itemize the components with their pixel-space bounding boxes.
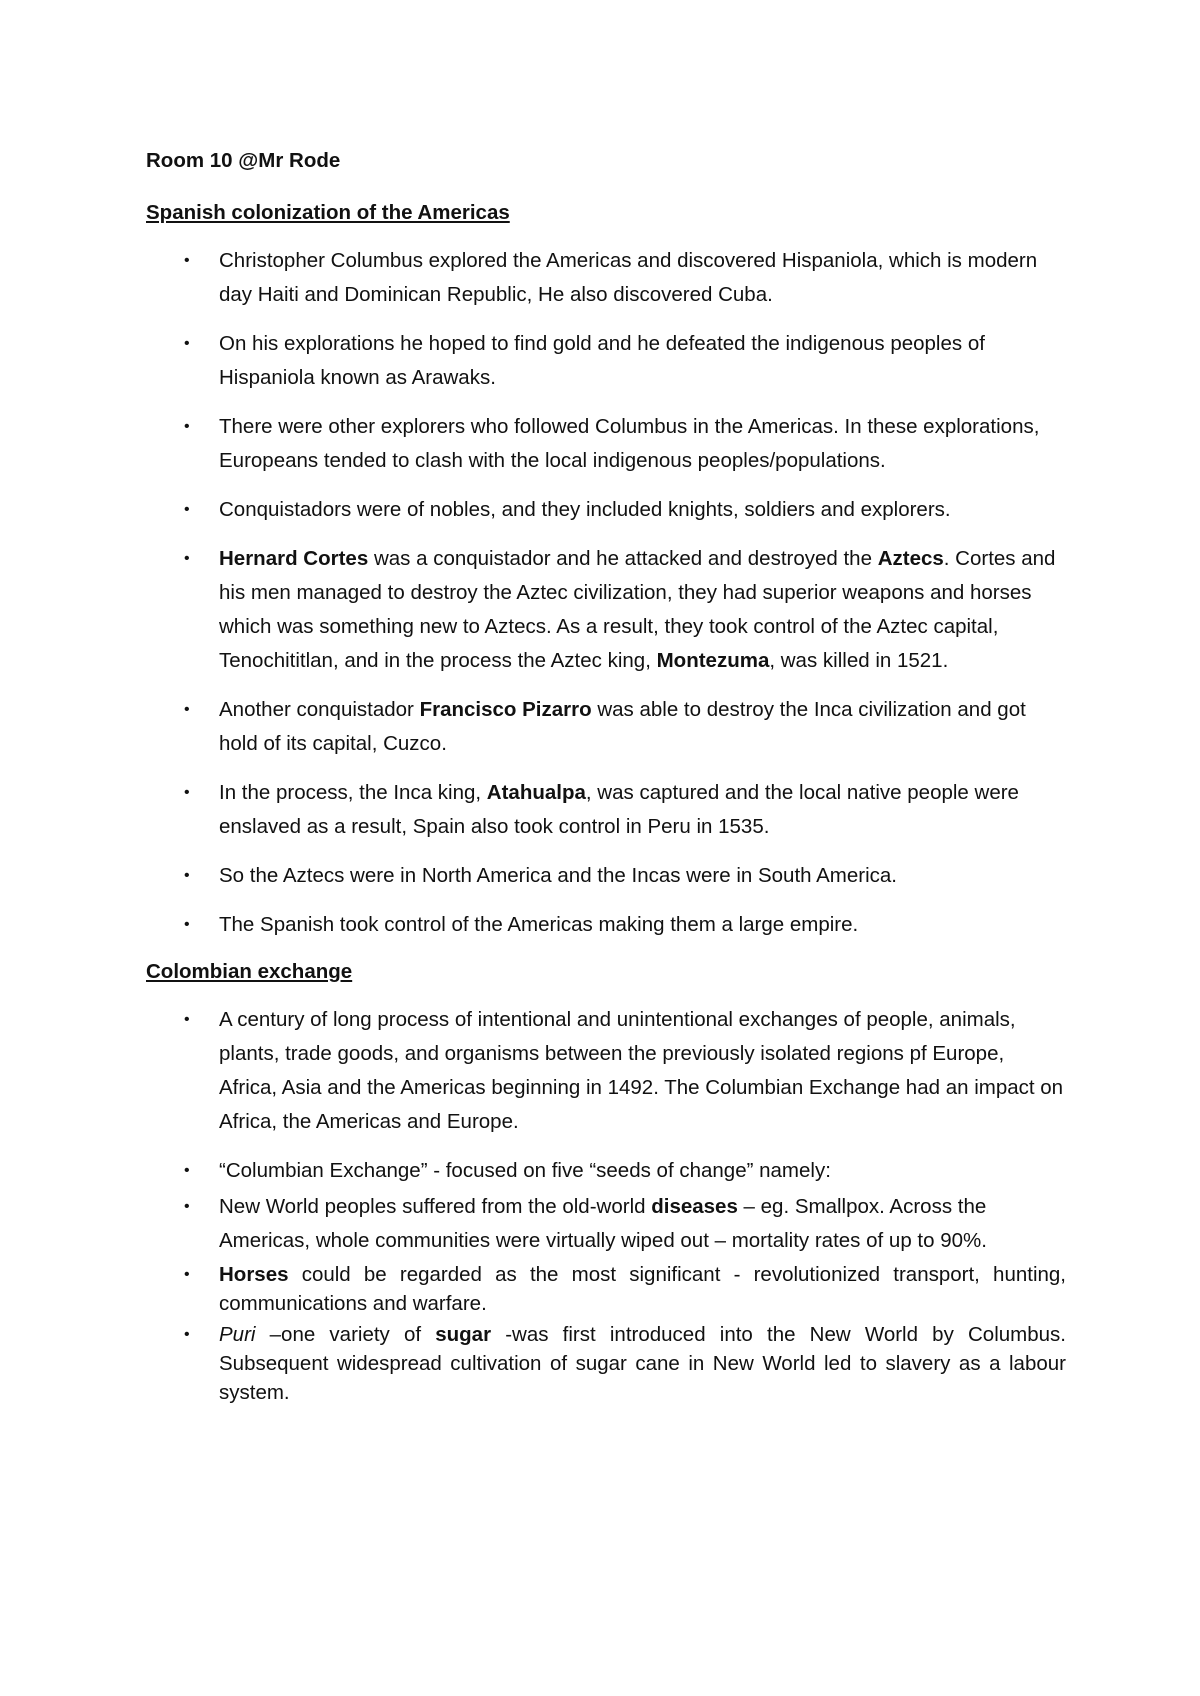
list-item (146, 244, 1066, 312)
bold-term: diseases (651, 1195, 738, 1218)
bold-term: Francisco Pizarro (419, 698, 592, 721)
bold-term: Hernard Cortes (219, 547, 369, 570)
colombian-exchange-list (146, 1003, 1066, 1407)
bullet-icon: • (184, 550, 190, 567)
bullet-icon: • (184, 701, 190, 718)
bullet-icon: • (184, 1198, 190, 1215)
list-item (146, 1260, 1066, 1318)
list-item-text: Puri –one variety of sugar -was first introduced into the New World by Columbus. Subsequent widespread cultivation of sugar cane in New World led to slavery as a labour system. (219, 1323, 1066, 1404)
room-title: Room 10 @Mr Rode (146, 149, 341, 172)
bullet-icon: • (184, 784, 190, 801)
list-item-text: Horses could be regarded as the most significant - revolutionized transport, hunting, communications and warfare. (219, 1263, 1066, 1315)
document-page (146, 146, 1066, 1409)
bold-term: Aztecs (877, 547, 944, 570)
list-item (146, 776, 1066, 844)
spanish-colonization-list (146, 244, 1066, 942)
list-item-text: Hernard Cortes was a conquistador and he attacked and destroyed the Aztecs. Cortes and his men managed to destroy the Aztec civilization, they had superior weapons and horses which was something new to Aztecs. As a result, they took control of the Aztec capital, Tenochititlan, and in the process the Aztec king, Montezuma, was killed in 1521. (219, 547, 1056, 672)
list-item-text: Christopher Columbus explored the Americas and discovered Hispaniola, which is modern day Haiti and Dominican Republic, He also discovered Cuba. (219, 249, 1038, 306)
list-item (146, 1154, 1066, 1188)
bullet-icon: • (184, 1326, 190, 1343)
list-item-text: Another conquistador Francisco Pizarro was able to destroy the Inca civilization and got hold of its capital, Cuzco. (219, 698, 1026, 755)
bullet-icon: • (184, 335, 190, 352)
list-item-text: The Spanish took control of the Americas making them a large empire. (219, 913, 859, 936)
list-item-text: So the Aztecs were in North America and the Incas were in South America. (219, 864, 897, 887)
bold-term: Horses (219, 1263, 289, 1286)
bullet-icon: • (184, 867, 190, 884)
list-item (146, 410, 1066, 478)
section-heading-spanish-colonization: Spanish colonization of the Americas (146, 201, 510, 224)
list-item-text: In the process, the Inca king, Atahualpa, was captured and the local native people were enslaved as a result, Spain also took control in Peru in 1535. (219, 781, 1019, 838)
list-item (146, 1320, 1066, 1407)
list-item (146, 1190, 1066, 1258)
bullet-icon: • (184, 252, 190, 269)
list-item (146, 693, 1066, 761)
list-item-text: Conquistadors were of nobles, and they included knights, soldiers and explorers. (219, 498, 951, 521)
italic-term: Puri (219, 1323, 256, 1346)
section-heading-colombian-exchange: Colombian exchange (146, 960, 353, 983)
list-item (146, 493, 1066, 527)
list-item-text: A century of long process of intentional and unintentional exchanges of people, animals, plants, trade goods, and organisms between the previously isolated regions pf Europe, Africa, Asia and the Americas beginning in 1492. The Columbian Exchange had an impact on Africa, the Americas and Europe. (219, 1008, 1064, 1133)
bullet-icon: • (184, 916, 190, 933)
list-item (146, 908, 1066, 942)
bullet-icon: • (184, 418, 190, 435)
bold-term: Montezuma (656, 649, 770, 672)
list-item (146, 1003, 1066, 1139)
list-item-text: There were other explorers who followed Columbus in the Americas. In these explorations, Europeans tended to clash with the local indigenous peoples/populations. (219, 415, 1040, 472)
list-item (146, 859, 1066, 893)
bullet-icon: • (184, 1266, 190, 1283)
bold-term: sugar (435, 1323, 492, 1346)
list-item-text: “Columbian Exchange” - focused on five “seeds of change” namely: (219, 1159, 831, 1182)
bullet-icon: • (184, 501, 190, 518)
list-item (146, 542, 1066, 678)
bold-term: Atahualpa (486, 781, 586, 804)
bullet-icon: • (184, 1162, 190, 1179)
list-item-text: On his explorations he hoped to find gold and he defeated the indigenous peoples of Hispaniola known as Arawaks. (219, 332, 985, 389)
list-item (146, 327, 1066, 395)
list-item-text: New World peoples suffered from the old-world diseases – eg. Smallpox. Across the Americas, whole communities were virtually wiped out – mortality rates of up to 90%. (219, 1195, 987, 1252)
bullet-icon: • (184, 1011, 190, 1028)
